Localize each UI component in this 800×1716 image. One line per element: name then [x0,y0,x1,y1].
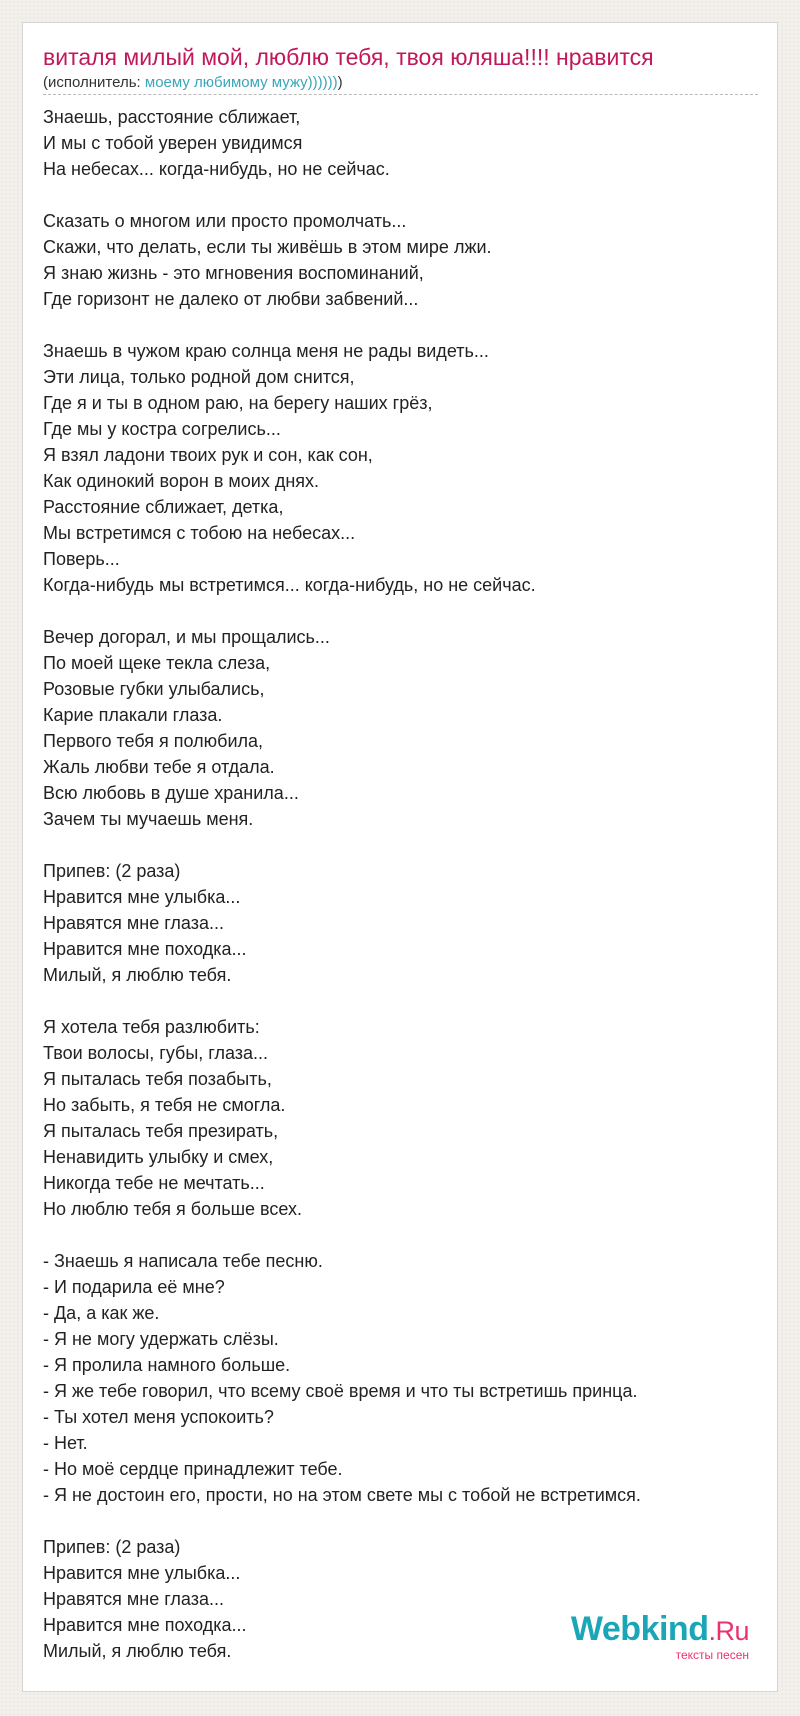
artist-line [43,73,758,95]
lyrics-line: Скажи, что делать, если ты живёшь в этом мире лжи. [43,237,492,257]
artist-suffix: ) [337,74,343,91]
lyrics-line: Первого тебя я полюбила, [43,731,264,751]
lyrics-card [22,22,778,1692]
lyrics-line: Твои волосы, губы, глаза... [43,1043,269,1063]
lyrics-line: Я пыталась тебя позабыть, [43,1069,272,1089]
lyrics-line: Расстояние сближает, детка, [43,497,284,517]
logo-tld: .Ru [708,1616,749,1646]
lyrics-line: Ненавидить улыбку и смех, [43,1147,274,1167]
lyrics-line: Я пыталась тебя презирать, [43,1121,279,1141]
artist-link[interactable]: моему любимому мужу)))))) [144,74,338,91]
lyrics-line: Я знаю жизнь - это мгновения воспоминаний, [43,263,424,283]
lyrics-line: И мы с тобой уверен увидимся [43,133,303,153]
lyrics-line: Поверь... [43,549,120,569]
logo-wordmark [571,1612,749,1648]
lyrics-blank-line [43,832,763,858]
lyrics-line: Знаешь, расстояние сближает, [43,107,301,127]
lyrics-line: Припев: (2 раза) [43,861,181,881]
lyrics-line: По моей щеке текла слеза, [43,653,271,673]
lyrics-line: Розовые губки улыбались, [43,679,265,699]
lyrics-blank-line [43,1222,763,1248]
lyrics-blank-line [43,598,763,624]
lyrics-line: Как одинокий ворон в моих днях. [43,471,320,491]
lyrics-line: Припев: (2 раза) [43,1537,181,1557]
lyrics-line: Нравятся мне глаза... [43,1589,224,1609]
lyrics-line: Всю любовь в душе хранила... [43,783,299,803]
lyrics-line: Вечер догорал, и мы прощались... [43,627,330,647]
lyrics-line: Эти лица, только родной дом снится, [43,367,355,387]
lyrics-line: Жаль любви тебе я отдала. [43,757,275,777]
lyrics-line: Нравится мне походка... [43,1615,247,1635]
lyrics-line: Нравится мне походка... [43,939,247,959]
lyrics-line: Я взял ладони твоих рук и сон, как сон, [43,445,373,465]
lyrics-line: - Но моё сердце принадлежит тебе. [43,1459,343,1479]
lyrics-line: Милый, я люблю тебя. [43,1641,232,1661]
lyrics-line: Никогда тебе не мечтать... [43,1173,265,1193]
lyrics-text [43,104,763,1664]
lyrics-line: Сказать о многом или просто промолчать... [43,211,407,231]
lyrics-line: Где горизонт не далеко от любви забвений... [43,289,419,309]
lyrics-line: - Я же тебе говорил, что всему своё время и что ты встретишь принца. [43,1381,638,1401]
lyrics-line: Где я и ты в одном раю, на берегу наших грёз, [43,393,433,413]
lyrics-line: - И подарила её мне? [43,1277,225,1297]
lyrics-line: - Да, а как же. [43,1303,160,1323]
lyrics-blank-line [43,312,763,338]
logo-tagline: тексты песен [675,1648,749,1662]
lyrics-line: - Я не достоин его, прости, но на этом свете мы с тобой не встретимся. [43,1485,641,1505]
lyrics-line: Милый, я люблю тебя. [43,965,232,985]
artist-prefix: (исполнитель: [43,74,145,91]
lyrics-line: Где мы у костра согрелись... [43,419,281,439]
lyrics-line: Мы встретимся с тобою на небесах... [43,523,356,543]
lyrics-line: Нравятся мне глаза... [43,913,224,933]
lyrics-line: - Ты хотел меня успокоить? [43,1407,274,1427]
lyrics-line: Знаешь в чужом краю солнца меня не рады видеть... [43,341,489,361]
lyrics-blank-line [43,1508,763,1534]
lyrics-line: - Нет. [43,1433,88,1453]
lyrics-line: На небесах... когда-нибудь, но не сейчас. [43,159,390,179]
lyrics-line: Когда-нибудь мы встретимся... когда-нибудь, но не сейчас. [43,575,536,595]
lyrics-line: - Я не могу удержать слёзы. [43,1329,279,1349]
song-title: виталя милый мой, люблю тебя, твоя юляша!!!! нравится [43,44,654,70]
lyrics-line: Но забыть, я тебя не смогла. [43,1095,286,1115]
lyrics-line: Нравится мне улыбка... [43,1563,241,1583]
lyrics-line: - Знаешь я написала тебе песню. [43,1251,323,1271]
lyrics-line: Карие плакали глаза. [43,705,223,725]
lyrics-blank-line [43,988,763,1014]
lyrics-line: Я хотела тебя разлюбить: [43,1017,260,1037]
lyrics-line: - Я пролила намного больше. [43,1355,291,1375]
site-logo[interactable] [571,1612,749,1661]
lyrics-line: Но люблю тебя я больше всех. [43,1199,303,1219]
lyrics-line: Нравится мне улыбка... [43,887,241,907]
lyrics-line: Зачем ты мучаешь меня. [43,809,254,829]
logo-name: Webkind [570,1610,709,1648]
lyrics-blank-line [43,182,763,208]
